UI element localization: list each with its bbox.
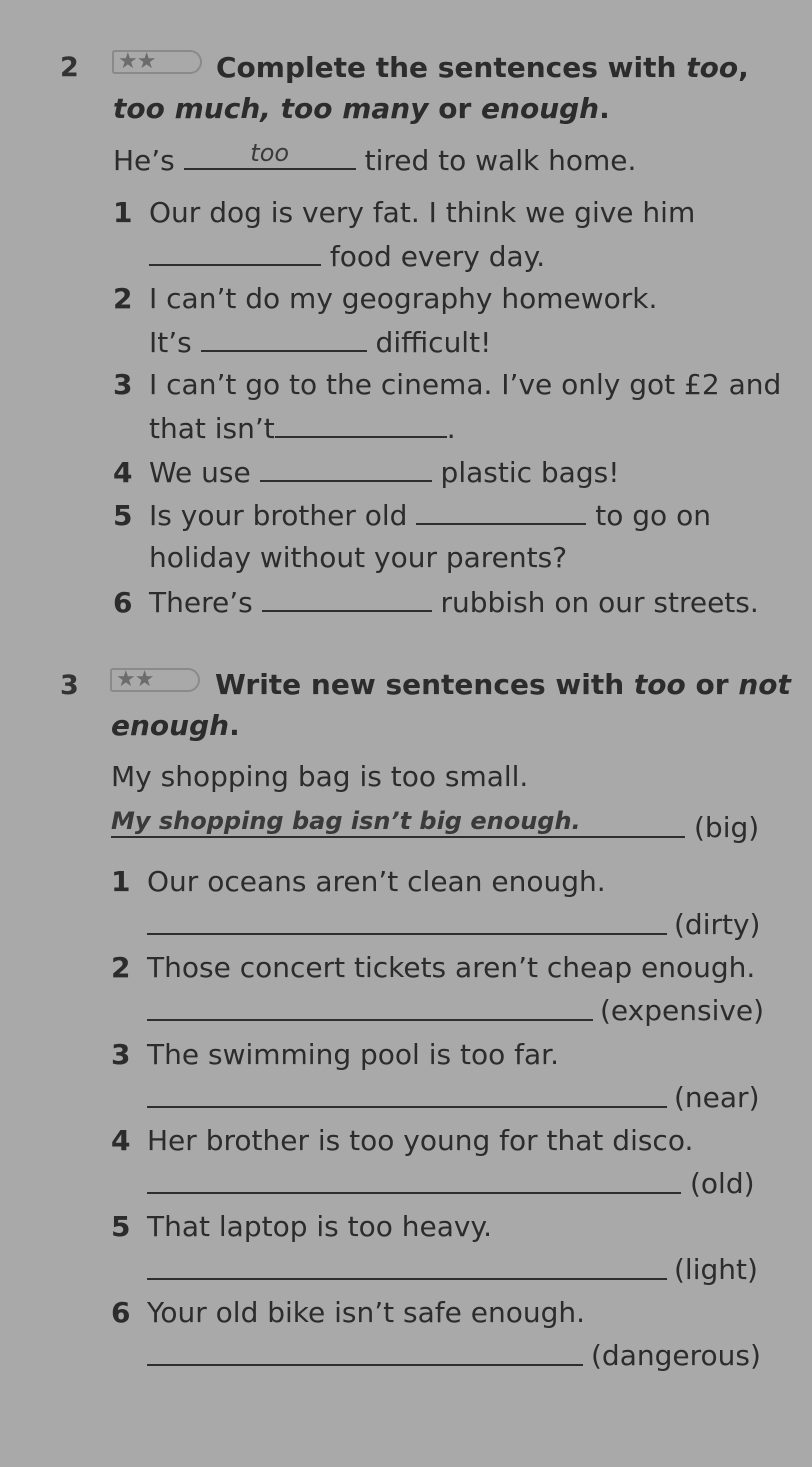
- item-hint: (light): [674, 1253, 758, 1286]
- instruction-options: too much, too many: [113, 92, 429, 125]
- ex3-item-6: [111, 1293, 585, 1333]
- item-text: holiday without your parents?: [149, 541, 568, 574]
- item-number: 6: [113, 586, 133, 619]
- ex3-item-6-answer: [147, 1336, 583, 1377]
- instruction-or: or: [428, 92, 482, 125]
- ex3-item-2-answer: [147, 991, 593, 1032]
- item-text: Is your brother old: [149, 499, 408, 532]
- example-hint: (big): [694, 811, 760, 844]
- answer-blank[interactable]: [147, 1336, 583, 1366]
- item-text: There’s: [149, 586, 253, 619]
- item-number: 1: [111, 865, 131, 898]
- answer-blank[interactable]: [416, 495, 586, 525]
- ex2-item-1-line2: [149, 236, 545, 277]
- example-text-before: He’s: [113, 144, 175, 177]
- answer-blank[interactable]: [147, 991, 593, 1021]
- answer-blank[interactable]: [149, 236, 321, 266]
- item-number: 2: [111, 951, 131, 984]
- instruction-comma: ,: [738, 51, 749, 84]
- ex2-item-2-line1: [113, 279, 657, 319]
- ex2-item-3-line1: [113, 365, 781, 405]
- ex2-item-3-line2: [149, 408, 456, 449]
- ex3-item-3-answer: [147, 1078, 667, 1119]
- exercise-3-instruction-line2: [111, 706, 240, 746]
- difficulty-stars-icon: ★★: [112, 50, 202, 74]
- item-text: Those concert tickets aren’t cheap enough.: [147, 951, 756, 984]
- item-text: I can’t do my geography homework.: [149, 282, 658, 315]
- item-text: We use: [149, 456, 251, 489]
- ex3-item-3: [111, 1035, 559, 1075]
- item-hint: (expensive): [600, 994, 765, 1027]
- item-text: The swimming pool is too far.: [147, 1038, 559, 1071]
- example-answer: My shopping bag isn’t big enough.: [111, 807, 581, 835]
- ex3-item-2: [111, 948, 755, 988]
- item-text: to go on: [595, 499, 711, 532]
- ex3-item-5-answer: [147, 1250, 667, 1291]
- instruction-enough: enough: [481, 92, 600, 125]
- instruction-not: not: [738, 668, 791, 701]
- ex2-item-5-line1: [113, 495, 711, 536]
- answer-blank[interactable]: [147, 1250, 667, 1280]
- example-text-after: tired to walk home.: [364, 144, 637, 177]
- item-number: 3: [113, 368, 133, 401]
- instruction-text: Write new sentences with: [215, 668, 634, 701]
- instruction-or: or: [685, 668, 739, 701]
- item-text: Our dog is very fat. I think we give him: [149, 196, 696, 229]
- item-text: plastic bags!: [440, 456, 620, 489]
- item-text: .: [446, 412, 456, 445]
- exercise-2-example: [113, 140, 636, 181]
- item-text: I can’t go to the cinema. I’ve only got £2 and: [149, 368, 782, 401]
- difficulty-stars-icon: ★★: [110, 668, 200, 692]
- ex3-item-1: [111, 862, 606, 902]
- item-text: It’s: [149, 326, 192, 359]
- instruction-period: .: [599, 92, 610, 125]
- item-number: 4: [111, 1124, 131, 1157]
- instruction-too: too: [633, 668, 686, 701]
- answer-blank[interactable]: [147, 1078, 667, 1108]
- exercise-3-number: 3: [60, 670, 79, 701]
- item-text: Our oceans aren’t clean enough.: [147, 865, 606, 898]
- ex2-item-5-line2: [149, 538, 567, 578]
- item-hint: (dangerous): [591, 1339, 761, 1372]
- instruction-too: too: [686, 51, 739, 84]
- item-text: difficult!: [375, 326, 492, 359]
- item-number: 6: [111, 1296, 131, 1329]
- answer-blank[interactable]: [260, 452, 432, 482]
- exercise-3-example-sentence: My shopping bag is too small.: [111, 760, 529, 793]
- item-text: rubbish on our streets.: [440, 586, 759, 619]
- item-number: 5: [111, 1210, 131, 1243]
- ex2-item-1-line1: [113, 193, 695, 233]
- exercise-3-instruction-line1: [215, 665, 791, 705]
- item-hint: (old): [690, 1167, 755, 1200]
- exercise-3-example-answer-line: [111, 808, 685, 849]
- ex3-item-4-answer: [147, 1164, 681, 1205]
- answer-blank[interactable]: [147, 905, 667, 935]
- ex3-item-5: [111, 1207, 492, 1247]
- item-text: that isn’t: [149, 412, 275, 445]
- item-number: 4: [113, 456, 133, 489]
- ex2-item-6: [113, 582, 759, 623]
- instruction-enough: enough: [111, 709, 230, 742]
- item-text: Your old bike isn’t safe enough.: [147, 1296, 586, 1329]
- item-hint: (dirty): [674, 908, 761, 941]
- item-hint: (near): [674, 1081, 760, 1114]
- instruction-period: .: [229, 709, 240, 742]
- exercise-2-number: 2: [60, 52, 79, 83]
- ex2-item-2-line2: [149, 322, 491, 363]
- answer-blank[interactable]: [147, 1164, 681, 1194]
- ex2-item-4: [113, 452, 619, 493]
- answer-blank[interactable]: [201, 322, 367, 352]
- instruction-text: Complete the sentences with: [216, 51, 687, 84]
- item-number: 2: [113, 282, 133, 315]
- exercise-2-instruction-line1: [216, 48, 749, 88]
- ex3-item-4: [111, 1121, 693, 1161]
- answer-blank[interactable]: [275, 408, 447, 438]
- exercise-2-instruction-line2: [113, 89, 610, 129]
- item-number: 1: [113, 196, 133, 229]
- item-number: 5: [113, 499, 133, 532]
- item-text: Her brother is too young for that disco.: [147, 1124, 694, 1157]
- example-answer: too: [250, 139, 290, 167]
- item-number: 3: [111, 1038, 131, 1071]
- answer-blank[interactable]: [262, 582, 432, 612]
- example-answer-blank: [184, 140, 356, 170]
- item-text: food every day.: [329, 240, 546, 273]
- example-answer-blank: [111, 808, 685, 838]
- ex3-item-1-answer: [147, 905, 667, 946]
- item-text: That laptop is too heavy.: [147, 1210, 492, 1243]
